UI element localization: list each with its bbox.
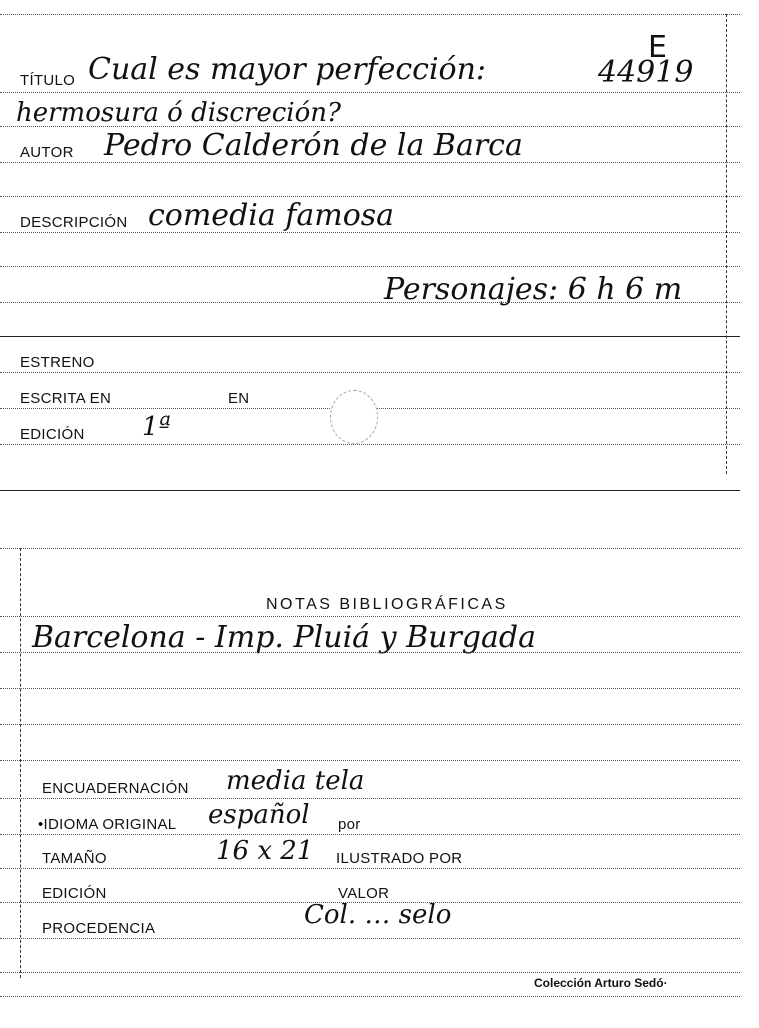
ruled-line [0,724,740,725]
ruled-line [0,652,740,653]
personajes-value: Personajes: 6 h 6 m [384,272,683,307]
corner-mark: E [648,30,667,65]
ruled-line [0,444,740,445]
encuadernacion-value: media tela [226,766,365,796]
autor-label: AUTOR [20,144,74,161]
autor-value: Pedro Calderón de la Barca [104,128,523,163]
notas-value: Barcelona - Imp. Pluiá y Burgada [32,620,536,655]
estreno-label: ESTRENO [20,354,95,371]
ruled-line [0,688,740,689]
catalog-card-top [0,10,740,495]
edicion-label-2: EDICIÓN [42,885,107,902]
titulo-line2: hermosura ó discreción? [16,98,341,128]
card-top-edge [0,14,740,15]
ruled-line [0,616,740,617]
card-top-edge [0,548,740,549]
card-left-edge [20,548,21,978]
edicion-label: EDICIÓN [20,426,85,443]
ruled-line [0,798,740,799]
ruled-line [0,938,740,939]
valor-label: VALOR [338,885,390,902]
card-bottom-edge [0,996,740,997]
ruled-line [0,760,740,761]
idioma-label: •IDIOMA ORIGINAL [38,816,177,833]
encuadernacion-label: ENCUADERNACIÓN [42,780,189,797]
stain-mark [330,390,378,444]
card-bottom-edge [0,490,740,491]
procedencia-value: Col. … selo [304,900,452,930]
titulo-line1: Cual es mayor perfección: [88,52,487,87]
titulo-label: TÍTULO [20,72,76,89]
ruled-line [0,834,740,835]
ruled-line [0,868,740,869]
procedencia-label: PROCEDENCIA [42,920,156,937]
ruled-line [0,92,740,93]
ruled-line [0,126,740,127]
collection-footer: Colección Arturo Sedó· [534,976,668,990]
catalog-number: 44919 [598,55,694,90]
ruled-line [0,972,740,973]
descripcion-value: comedia famosa [148,198,395,233]
catalog-card-bottom [0,540,740,990]
tamano-label: TAMAÑO [42,850,107,867]
ruled-line [0,162,740,163]
ruled-line [0,336,740,337]
por-label: por [338,816,361,833]
edicion-value: 1ª [142,412,171,442]
descripcion-label: DESCRIPCIÓN [20,214,128,231]
ruled-line [0,232,740,233]
card-right-edge [726,14,727,474]
escrita-en-label: ESCRITA EN [20,390,112,407]
notas-heading: NOTAS BIBLIOGRÁFICAS [266,596,508,613]
ruled-line [0,302,740,303]
ruled-line [0,372,740,373]
ilustrado-label: ILUSTRADO POR [336,850,463,867]
en-label: EN [228,390,250,407]
ruled-line [0,196,740,197]
idioma-value: español [208,800,310,830]
ruled-line [0,266,740,267]
tamano-value: 16 x 21 [216,836,314,866]
